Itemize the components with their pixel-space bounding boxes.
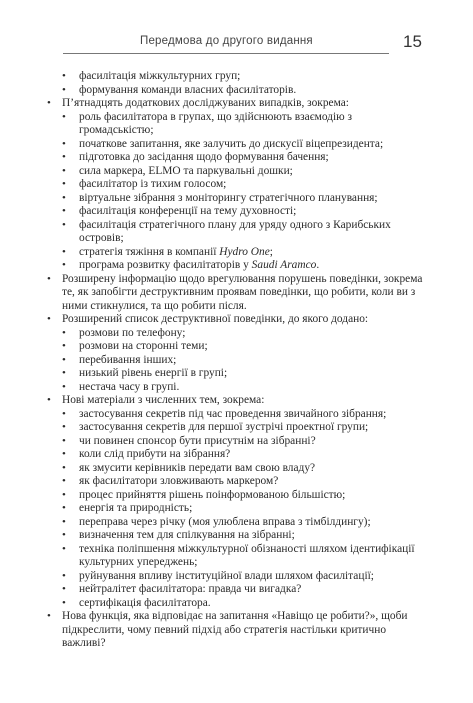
list-item-text: сила маркера, ELMO та паркувальні дошки; [79, 164, 293, 177]
list-item-text: підготовка до засідання щодо формування бачення; [79, 151, 329, 163]
list-item-text: фасилітація стратегічного плану для уряду одного з Карибських островів; [79, 218, 391, 244]
list-item [0, 165, 473, 179]
list-item [0, 475, 473, 489]
aramco-prefix: програма розвитку фасилітаторів у [79, 259, 252, 271]
bullet: • [62, 421, 66, 433]
list-item [0, 543, 473, 570]
bullet: • [62, 83, 66, 96]
page-content [0, 70, 473, 651]
aramco-company: Saudi Aramco [251, 259, 317, 271]
header-rule [63, 53, 389, 54]
list-item [0, 516, 473, 530]
bullet: • [62, 583, 66, 595]
bullet: • [62, 70, 66, 82]
list-item [0, 462, 473, 476]
list-item-text: процес прийняття рішень поінформованою більшістю; [79, 488, 346, 501]
list-item-text: як фасилітатори зловживають маркером? [79, 475, 279, 487]
list-item-text: низький рівень енергії в групі; [79, 367, 228, 379]
list-item [0, 178, 473, 192]
aramco-suffix: . [316, 259, 320, 271]
list-item [0, 367, 473, 381]
bullet: • [62, 178, 66, 190]
list-item-text: розмови на сторонні теми; [79, 340, 208, 352]
case-studies-title: П’ятнадцять додаткових досліджуваних випадків, зокрема: [62, 97, 349, 109]
bullet: • [62, 340, 66, 352]
bullet: • [62, 380, 66, 393]
list-item-text: фасилітатор із тихим голосом; [79, 178, 227, 190]
new-function-text: Нова функція, яка відповідає на запитання «Навіщо це робити?», щоби підкреслити, чому певний підхід або стратегія настільки критично важливі? [62, 610, 408, 649]
bullet: • [62, 502, 66, 514]
bullet: • [62, 245, 66, 258]
list-item [0, 502, 473, 516]
bullet: • [62, 596, 66, 609]
list-item-text: нестача часу в групі. [79, 380, 180, 393]
hydro-suffix: ; [269, 245, 273, 258]
list-item-text: розмови по телефону; [79, 326, 186, 339]
list-item [0, 219, 473, 246]
bullet: • [62, 164, 66, 177]
list-item [0, 354, 473, 368]
list-item-text: роль фасилітатора в групах, що здійснюють взаємодію з громадськістю; [79, 110, 353, 136]
list-item-text: віртуальне зібрання з моніторингу стратегічного планування; [79, 191, 378, 204]
bullet: • [62, 461, 66, 474]
list-item-text: фасилітація міжкультурних груп; [79, 70, 241, 82]
disruptive-title: Розширений список деструктивної поведінки, до якого додано: [62, 313, 369, 325]
list-item [0, 327, 473, 341]
list-item-text: застосування секретів під час проведення звичайного зібрання; [79, 407, 387, 420]
list-item-text: перебивання інших; [79, 353, 177, 366]
list-item-text: як змусити керівників передати вам свою владу? [79, 461, 316, 474]
list-item [0, 151, 473, 165]
bullet: • [62, 137, 66, 150]
list-item [0, 340, 473, 354]
list-item-text: нейтралітет фасилітатора: правда чи вигадка? [79, 583, 302, 595]
list-item [0, 313, 473, 327]
list-item [0, 381, 473, 395]
bullet: • [62, 542, 66, 555]
list-item [0, 246, 473, 260]
bullet: • [62, 110, 66, 123]
bullet: • [62, 259, 66, 271]
list-item [0, 435, 473, 449]
bullet: • [62, 434, 66, 447]
list-item-text: енергія та природність; [79, 502, 193, 514]
bullet: • [62, 367, 66, 379]
bullet: • [47, 272, 51, 285]
bullet: • [62, 218, 66, 231]
list-item [0, 205, 473, 219]
list-item-text: визначення тем для спілкування на зібранні; [79, 529, 295, 541]
list-item [0, 192, 473, 206]
bullet: • [62, 353, 66, 366]
list-item-text: переправа через річку (моя улюблена вправа з тімбілдингу); [79, 515, 371, 528]
bullet: • [62, 569, 66, 582]
list-item [0, 259, 473, 273]
list-item [0, 610, 473, 651]
list-item [0, 421, 473, 435]
bullet: • [47, 610, 51, 622]
new-topics-title: Нові матеріали з численних тем, зокрема: [62, 394, 265, 406]
bullet: • [62, 326, 66, 339]
extended-info-text: Розширену інформацію щодо врегулювання порушень поведінки, зокрема те, як запобігти деструктивним проявам поведінки, що робити, коли ви з ними стикнулися, та що робити після. [62, 272, 423, 312]
list-item-text: чи повинен спонсор бути присутнім на зібранні? [79, 434, 316, 447]
list-item [0, 597, 473, 611]
list-item-text: руйнування впливу інституційної влади шляхом фасилітації; [79, 569, 374, 582]
bullet: • [62, 191, 66, 204]
bullet: • [62, 488, 66, 501]
list-item [0, 394, 473, 408]
hydro-prefix: стратегія тяжіння в компанії [79, 245, 220, 258]
list-item [0, 97, 473, 111]
list-item [0, 489, 473, 503]
list-item [0, 273, 473, 314]
running-header [0, 34, 473, 54]
list-item [0, 408, 473, 422]
list-item-text: сертифікація фасилітатора. [79, 596, 211, 609]
header-title: Передмова до другого видання [140, 35, 313, 47]
hydro-company: Hydro One [219, 245, 270, 258]
list-item [0, 84, 473, 98]
bullet: • [62, 407, 66, 420]
list-item [0, 138, 473, 152]
list-item-text: застосування секретів для першої зустрічі проектної групи; [79, 421, 369, 433]
list-item [0, 529, 473, 543]
list-item-text: коли слід прибути на зібрання? [79, 448, 231, 460]
list-item [0, 70, 473, 84]
bullet: • [62, 475, 66, 487]
list-item-text: техніка поліпшення міжкультурної обізнаності шляхом ідентифікації культурних упереджень; [79, 542, 415, 568]
bullet: • [62, 529, 66, 541]
bullet: • [47, 313, 51, 325]
bullet: • [47, 394, 51, 406]
list-item-text: початкове запитання, яке залучить до дискусії віцепрезидента; [79, 137, 384, 150]
bullet: • [47, 97, 51, 109]
list-item-text: формування команди власних фасилітаторів. [79, 83, 297, 96]
bullet: • [62, 515, 66, 528]
list-item [0, 570, 473, 584]
list-item [0, 111, 473, 138]
bullet: • [62, 205, 66, 217]
bullet: • [62, 448, 66, 460]
list-item-text: фасилітація конференції на тему духовності; [79, 205, 297, 217]
page-number: 15 [403, 32, 422, 51]
bullet: • [62, 151, 66, 163]
list-item [0, 448, 473, 462]
list-item [0, 583, 473, 597]
